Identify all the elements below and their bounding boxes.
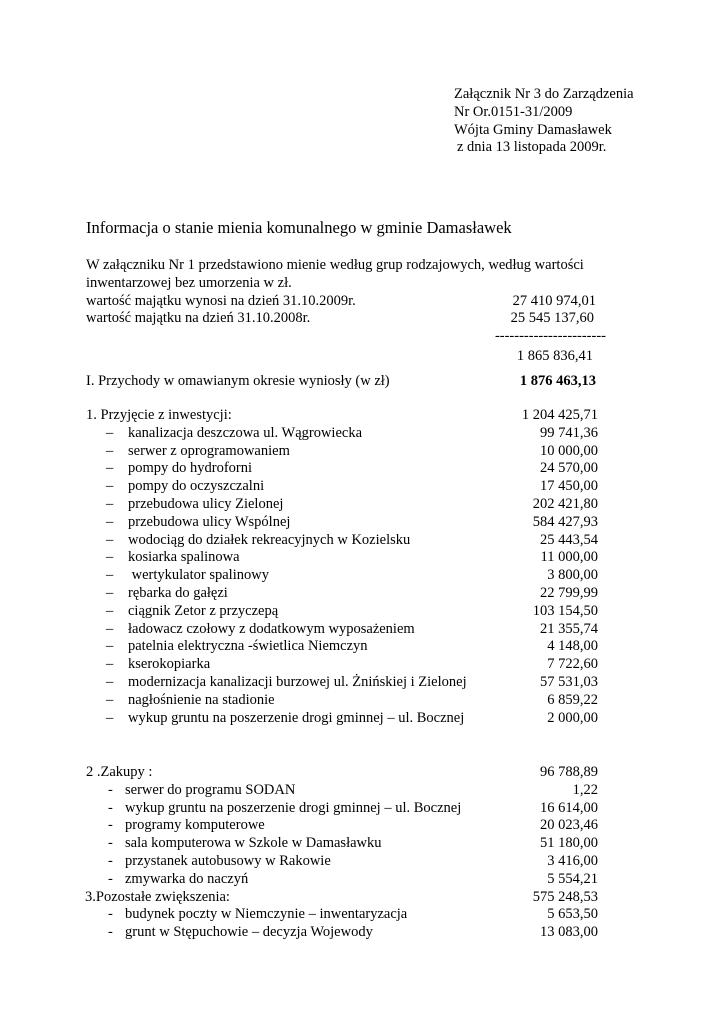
bullet-dash: – — [106, 673, 114, 690]
header-line: Załącznik Nr 3 do Zarządzenia — [454, 86, 634, 102]
list-item — [86, 425, 598, 443]
list-item — [86, 460, 598, 478]
item-label: przebudowa ulicy Zielonej — [128, 495, 284, 512]
header-line: z dnia 13 listopada 2009r. — [457, 139, 607, 156]
item-label: wykup gruntu na poszerzenie drogi gminnej – ul. Bocznej — [128, 709, 465, 726]
row-label: wartość majątku na dzień 31.10.2008r. — [86, 310, 311, 327]
item-value: 2 000,00 — [547, 709, 598, 726]
bullet-dash: – — [106, 638, 114, 655]
investment-list — [86, 425, 598, 728]
section-header — [86, 764, 598, 782]
item-value: 17 450,00 — [540, 478, 598, 495]
item-value: 57 531,03 — [540, 673, 598, 690]
item-value: 11 000,00 — [540, 549, 598, 566]
item-value: 99 741,36 — [540, 424, 598, 441]
item-value: 6 859,22 — [547, 691, 598, 708]
item-value: 3 416,00 — [547, 852, 598, 869]
item-value: 10 000,00 — [540, 442, 598, 459]
item-label: kosiarka spalinowa — [128, 549, 240, 566]
item-label: przebudowa ulicy Wspólnej — [128, 513, 291, 530]
list-item — [86, 692, 598, 710]
list-item — [86, 817, 598, 835]
bullet-dash: – — [106, 531, 114, 548]
item-value: 13 083,00 — [540, 924, 598, 941]
bullet-dash: – — [106, 709, 114, 726]
bullet-dash: - — [108, 799, 113, 816]
item-value: 21 355,74 — [540, 620, 598, 637]
list-item — [86, 638, 598, 656]
item-label: wertykulator spalinowy — [128, 567, 269, 584]
item-label: wodociąg do działek rekreacyjnych w Kozielsku — [128, 531, 411, 548]
list-item — [86, 567, 598, 585]
list-item — [86, 549, 598, 567]
item-value: 20 023,46 — [540, 817, 598, 834]
item-label: kserokopiarka — [128, 656, 211, 673]
bullet-dash: - — [108, 781, 113, 798]
list-item — [86, 621, 598, 639]
list-item — [86, 496, 598, 514]
list-item — [86, 585, 598, 603]
item-value: 103 154,50 — [532, 602, 598, 619]
item-label: pompy do oczyszczalni — [128, 478, 265, 495]
bullet-dash: – — [106, 602, 114, 619]
header-line: Wójta Gminy Damasławek — [454, 121, 612, 138]
item-value: 1,22 — [572, 781, 598, 798]
item-label: ładowacz czołowy z dodatkowym wyposażeniem — [128, 620, 415, 637]
item-value: 584 427,93 — [532, 513, 598, 530]
list-item — [86, 674, 598, 692]
difference-row — [86, 348, 593, 366]
section-label: 3.Pozostałe zwiększenia: — [85, 888, 230, 905]
section-value: 1 204 425,71 — [521, 407, 598, 423]
bullet-dash: – — [106, 495, 114, 512]
income-label: I. Przychody w omawianym okresie wyniosły (w zł) — [86, 373, 390, 389]
item-label: kanalizacja deszczowa ul. Wągrowiecka — [128, 424, 363, 441]
bullet-dash: – — [106, 567, 114, 584]
row-value: 27 410 974,01 — [512, 292, 596, 309]
list-item — [86, 443, 598, 461]
bullet-dash: - — [108, 835, 113, 852]
section-header — [85, 889, 598, 907]
header-line: Nr Or.0151-31/2009 — [454, 103, 573, 120]
item-value: 3 800,00 — [547, 567, 598, 584]
annex-header — [454, 86, 634, 157]
row-label: wartość majątku wynosi na dzień 31.10.2009r. — [86, 292, 356, 309]
section-label: 1. Przyjęcie z inwestycji: — [86, 407, 232, 423]
item-label: programy komputerowe — [125, 817, 265, 834]
bullet-dash: – — [106, 549, 114, 566]
list-item — [86, 656, 598, 674]
item-value: 25 443,54 — [540, 531, 598, 548]
item-value: 5 653,50 — [547, 906, 598, 923]
item-value: 51 180,00 — [540, 835, 598, 852]
intro-text: inwentarzowej bez umorzenia w zł. — [86, 274, 292, 291]
bullet-dash: – — [106, 691, 114, 708]
list-item — [86, 603, 598, 621]
item-label: rębarka do gałęzi — [128, 584, 228, 601]
item-value: 202 421,80 — [532, 495, 598, 512]
purchase-list — [86, 782, 598, 889]
section-label: 2 .Zakupy : — [86, 764, 153, 780]
list-item — [86, 710, 598, 728]
item-label: grunt w Stępuchowie – decyzja Wojewody — [125, 924, 373, 941]
value-row — [86, 293, 596, 311]
item-value: 16 614,00 — [540, 799, 598, 816]
income-row — [86, 373, 596, 391]
item-value: 24 570,00 — [540, 460, 598, 477]
income-value: 1 876 463,13 — [519, 373, 596, 389]
value-row — [86, 310, 594, 328]
intro-text: W załączniku Nr 1 przedstawiono mienie według grup rodzajowych, według wartości — [86, 257, 584, 273]
bullet-dash: – — [106, 584, 114, 601]
other-increase-list — [86, 906, 598, 942]
list-item — [86, 924, 598, 942]
section-purchases — [86, 764, 598, 942]
document-title: Informacja o stanie mienia komunalnego w gminie Damasławek — [86, 218, 512, 237]
item-label: serwer z oprogramowaniem — [128, 442, 290, 459]
separator-row — [86, 328, 606, 346]
row-value: 25 545 137,60 — [510, 310, 594, 327]
bullet-dash: – — [106, 424, 114, 441]
bullet-dash: – — [106, 513, 114, 530]
item-label: ciągnik Zetor z przyczepą — [128, 602, 279, 619]
intro-section — [86, 257, 606, 366]
item-label: budynek poczty w Niemczynie – inwentaryzacja — [125, 906, 408, 923]
item-label: zmywarka do naczyń — [125, 870, 249, 887]
bullet-dash: - — [108, 852, 113, 869]
list-item — [86, 853, 598, 871]
separator-line: ----------------------- — [494, 328, 606, 345]
item-label: nagłośnienie na stadionie — [128, 691, 275, 708]
list-item — [86, 835, 598, 853]
item-value: 22 799,99 — [540, 584, 598, 601]
section-value: 575 248,53 — [532, 888, 598, 905]
item-label: pompy do hydroforni — [128, 460, 253, 477]
item-label: wykup gruntu na poszerzenie drogi gminnej – ul. Bocznej — [125, 799, 462, 816]
bullet-dash: - — [108, 870, 113, 887]
list-item — [86, 478, 598, 496]
list-item — [86, 532, 598, 550]
bullet-dash: – — [106, 656, 114, 673]
section-value: 96 788,89 — [540, 764, 598, 780]
bullet-dash: - — [108, 924, 113, 941]
list-item — [86, 782, 598, 800]
item-label: serwer do programu SODAN — [125, 781, 296, 798]
section-investments — [86, 407, 598, 727]
bullet-dash: – — [106, 620, 114, 637]
section-header — [86, 407, 598, 425]
list-item — [86, 906, 598, 924]
bullet-dash: – — [106, 478, 114, 495]
item-label: sala komputerowa w Szkole w Damasławku — [125, 835, 382, 852]
item-value: 4 148,00 — [547, 638, 598, 655]
item-value: 7 722,60 — [547, 656, 598, 673]
difference-value: 1 865 836,41 — [516, 347, 593, 364]
bullet-dash: – — [106, 442, 114, 459]
item-label: patelnia elektryczna -świetlica Niemczyn — [128, 638, 368, 655]
bullet-dash: - — [108, 817, 113, 834]
list-item — [86, 514, 598, 532]
item-label: przystanek autobusowy w Rakowie — [125, 852, 331, 869]
list-item — [86, 800, 598, 818]
item-label: modernizacja kanalizacji burzowej ul. Żnińskiej i Zielonej — [128, 673, 467, 690]
bullet-dash: - — [108, 906, 113, 923]
item-value: 5 554,21 — [547, 870, 598, 887]
bullet-dash: – — [106, 460, 114, 477]
list-item — [86, 871, 598, 889]
